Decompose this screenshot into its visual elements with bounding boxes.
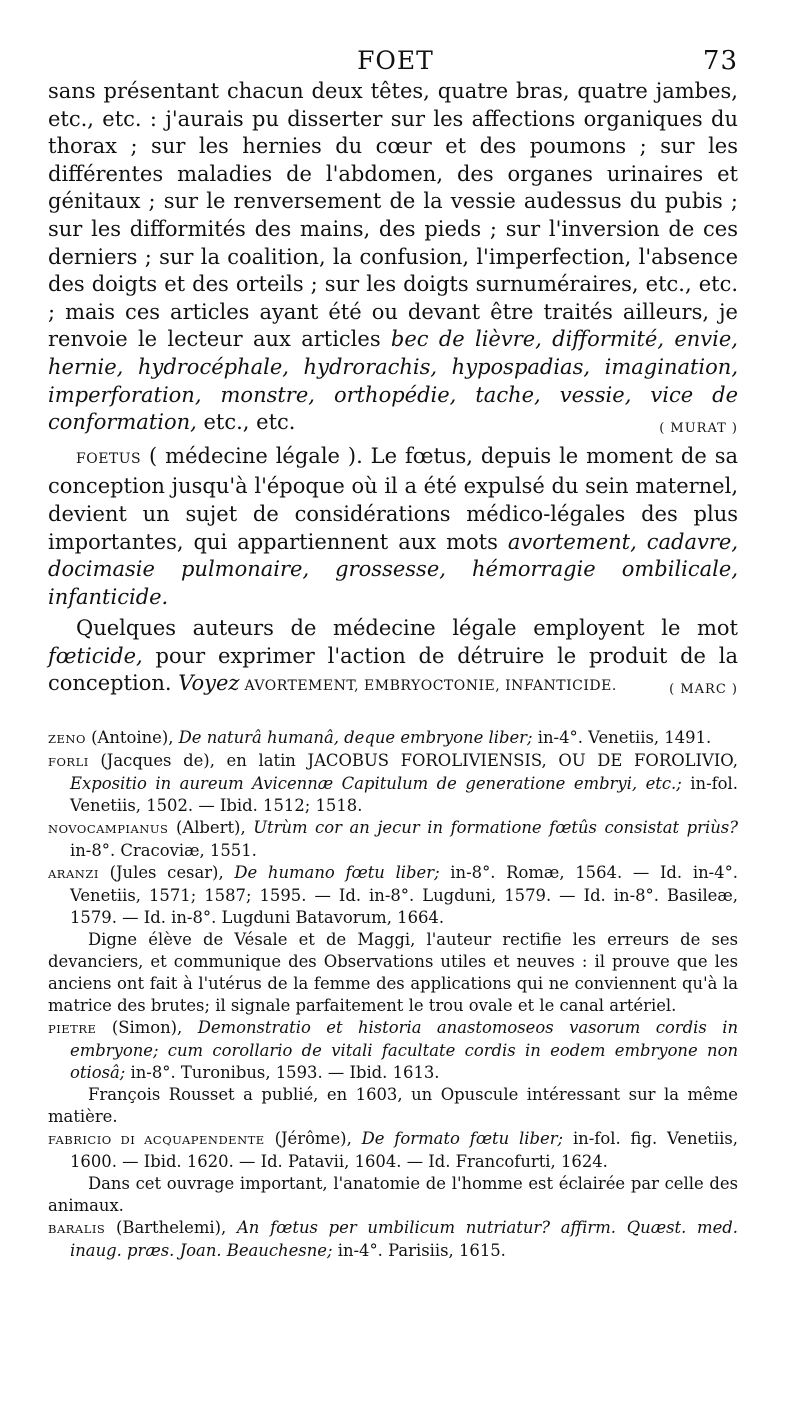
bibliography-note: [48, 1173, 738, 1217]
entry-title: De humano fœtu liber;: [234, 863, 440, 883]
entry-title: Utrùm cor an jecur in formatione fœtûs consistat priùs?: [253, 818, 738, 838]
entry-rest: (Albert),: [168, 818, 254, 838]
entry-tail: in-fol. fig. Venetiis, 1600. — Ibid. 1620. — Id. Patavii, 1604. — Id. Francofurti, 1624.: [70, 1129, 739, 1172]
running-headword: FOET: [357, 46, 434, 75]
entry-title: De formato fœtu liber;: [361, 1129, 564, 1149]
bibliography-entry: [48, 817, 738, 862]
bibliography-entry: [48, 1017, 738, 1084]
running-header: [48, 46, 738, 76]
entry-rest: (Simon),: [96, 1018, 198, 1038]
note-text: François Rousset a publié, en 1603, un Opuscule intéressant sur la même matière.: [48, 1085, 738, 1127]
note-text: Dans cet ouvrage important, l'anatomie de l'homme est éclairée par celle des animaux.: [48, 1174, 738, 1216]
entry-author: FORLI: [48, 755, 89, 770]
entry-rest: (Jacques de), en latin JACOBUS FOROLIVIENSIS, OU DE FOROLIVIO,: [88, 751, 738, 771]
signature-murat: ( MURAT ): [659, 421, 738, 437]
foet-italic-refs: bec de lièvre, difformité, envie, hernie, hydrocéphale, hydrorachis, hypospadias, imagination, imperforation, monstre, orthopédie, tache, vessie, vice de conformation,: [48, 327, 738, 435]
entry-rest: (Jules cesar),: [98, 863, 235, 883]
entry-title: An fœtus per umbilicum nutriatur? affirm. Quæst. med. inaug. præs. Joan. Beauchesne;: [70, 1218, 738, 1261]
foetus-text: ( médecine légale ). Le fœtus, depuis le moment de sa conception jusqu'à l'époque où il a été expulsé du sein maternel, devient un sujet de considérations médico-légales des plus importantes, qui appartiennent aux mots: [48, 443, 738, 554]
entry-tail: in-fol. Venetiis, 1502. — Ibid. 1512; 1518.: [70, 774, 738, 816]
entry-rest: (Jérôme),: [264, 1129, 362, 1149]
foetus-paragraph: [48, 443, 738, 612]
entry-title: De naturâ humanâ, deque embryone liber;: [178, 728, 533, 748]
entry-title: Expositio in aureum Avicennæ Capitulum de generatione embryi, etc.;: [70, 774, 682, 794]
feticide-text-a: Quelques auteurs de médecine légale employent le mot: [76, 616, 738, 641]
entry-tail: in-8°. Turonibus, 1593. — Ibid. 1613.: [125, 1063, 440, 1083]
feticide-refs: AVORTEMENT, EMBRYOCTONIE, INFANTICIDE.: [239, 678, 617, 695]
voyez-label: Voyez: [178, 671, 240, 696]
note-text: Digne élève de Vésale et de Maggi, l'auteur rectifie les erreurs de ses devanciers, et communique des Observations utiles et neuves : il prouve que les anciens ont fait à l'utérus de la femme des applications qui ne conviennent qu'à la matrice des brutes; il signale parfaitement le trou ovale et le canal artériel.: [48, 930, 738, 1016]
entry-tail: in-4°. Venetiis, 1491.: [532, 728, 712, 748]
foetus-term: FOETUS: [76, 450, 142, 467]
entry-author: ARANZI: [48, 867, 99, 882]
bibliography-note: [48, 1084, 738, 1128]
entry-rest: (Barthelemi),: [105, 1218, 237, 1238]
entry-author: NOVOCAMPIANUS: [48, 822, 169, 837]
bibliography-entry: [48, 862, 738, 929]
entry-tail: in-8°. Cracoviæ, 1551.: [70, 841, 257, 861]
entry-author: BARALIS: [48, 1222, 106, 1237]
entry-author: PIETRE: [48, 1022, 97, 1037]
entry-title: Demonstratio et historia anastomoseos vasorum cordis in embryone; cum corollario de vitali facultate cordis in eodem embryone non otiosâ;: [70, 1018, 739, 1083]
feticide-paragraph: [48, 615, 738, 701]
page-number: 73: [702, 46, 738, 76]
bibliography: [48, 727, 738, 1262]
entry-tail: in-8°. Romæ, 1564. — Id. in-4°. Venetiis, 1571; 1587; 1595. — Id. in-8°. Lugduni, 1579. — Id. in-8°. Basileæ, 1579. — Id. in-8°. Lugduni Batavorum, 1664.: [70, 863, 738, 928]
entry-tail: in-4°. Parisiis, 1615.: [332, 1241, 506, 1261]
feticide-text-b: pour exprimer l'action de détruire le produit de la conception.: [48, 643, 738, 696]
foetus-italic-refs: avortement, cadavre, docimasie pulmonaire, grossesse, hémorragie ombilicale, infanticide.: [48, 529, 738, 609]
foet-tail: etc., etc.: [196, 410, 296, 435]
bibliography-entry: [48, 1217, 738, 1262]
entry-author: FABRICIO DI ACQUAPENDENTE: [48, 1133, 265, 1148]
bibliography-entry: [48, 750, 738, 817]
signature-marc: ( MARC ): [669, 682, 738, 698]
main-text: [48, 78, 738, 701]
foet-text: sans présentant chacun deux têtes, quatre bras, quatre jambes, etc., etc. : j'aurais pu disserter sur les affections organiques du thorax ; sur les hernies du cœur et des poumons ; sur les différentes maladies de l'abdomen, des organes urinaires et génitaux ; sur le renversement de la vessie audessus du pubis ; sur les difformités des mains, des pieds ; sur l'inversion de ces derniers ; sur la coalition, la confusion, l'imperfection, l'absence des doigts et des orteils ; sur les doigts surnuméraires, etc., etc. ; mais ces articles ayant été ou devant être traités ailleurs, je renvoie le lecteur aux articles: [48, 79, 738, 352]
entry-author: ZENO: [48, 732, 86, 747]
feticide-word: fœticide,: [48, 643, 143, 668]
bibliography-entry: [48, 1128, 738, 1173]
entry-rest: (Antoine),: [85, 728, 179, 748]
bibliography-entry: [48, 727, 738, 750]
foet-paragraph: [48, 78, 738, 437]
bibliography-note: [48, 929, 738, 1017]
